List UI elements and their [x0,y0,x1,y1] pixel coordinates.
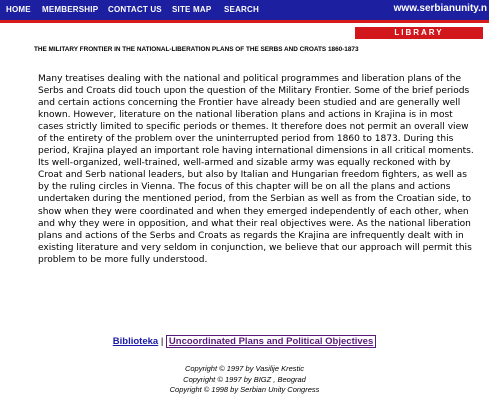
copyright-line: Copyright © 1997 by Vasilije Krestic [184,364,305,373]
page-title: THE MILITARY FRONTIER IN THE NATIONAL-LIBERATION PLANS OF THE SERBS AND CROATS 1860-1873 [34,46,359,53]
nav-contact-us-link[interactable]: CONTACT US [108,5,162,14]
next-chapter-link[interactable]: Uncoordinated Plans and Political Objectives [166,335,376,348]
library-badge[interactable]: LIBRARY [355,27,483,39]
biblioteka-link[interactable]: Biblioteka [112,336,159,347]
link-separator: | [160,336,164,347]
header-divider [0,20,489,23]
footer-links [0,336,489,347]
nav-membership-link[interactable]: MEMBERSHIP [42,5,99,14]
copyright-block [0,364,489,396]
site-url[interactable]: www.serbianunity.n [393,3,487,14]
top-nav-bar [0,0,489,20]
copyright-line: Copyright © 1998 by Serbian Unity Congress [169,385,320,394]
nav-home-link[interactable]: HOME [6,5,31,14]
article-body: Many treatises dealing with the national and political programmes and liberation plans of the Serbs and Croats did touch upon the question of the Military Frontier. Some of the brief periods and certain actions concerning the Frontier have already been studied and are generally well known. However, literature on the national liberation plans and actions in Krajina is in most cases strictly limited to specific periods or themes. It therefore does not permit an overall view of the entirety of the problem over the uninterrupted period from 1860 to 1873. During this period, Krajina played an important role having international dimensions in all critical moments. Its well-organized, well-trained, well-armed and sizable army was equally reckoned with by Croat and Serb national leaders, but also by Italian and Hungarian freedom fighters, as well as by the ruling circles in Vienna. The focus of this chapter will be on all the plans and actions undertaken during the mentioned period, from the Serbian as well as from the Croatian side, to show when they were coordinated and when they emerged independently of each other, when and why they were in opposition, and what their real objectives were. As the national liberation plans and actions of the Serbs and Croats as regards the Krajina are infrequently dealt with in existing literature and very seldom in conjunction, we believe that our approach will permit this problem to be more fully understood. [38,74,474,265]
copyright-line: Copyright © 1997 by BIGZ , Beograd [183,374,306,384]
nav-site-map-link[interactable]: SITE MAP [172,5,212,14]
nav-search-link[interactable]: SEARCH [224,5,259,14]
